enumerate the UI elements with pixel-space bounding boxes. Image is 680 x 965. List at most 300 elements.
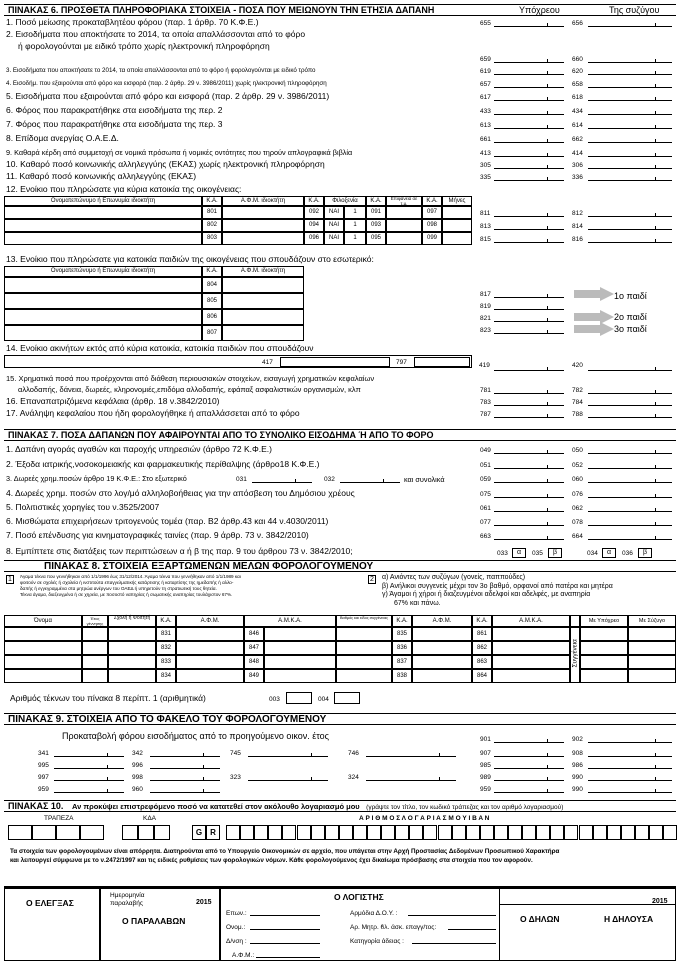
dependent-name-field[interactable] — [4, 627, 82, 641]
ka-code: 096 — [304, 232, 324, 245]
case-2-note — [382, 574, 613, 608]
relation-field[interactable] — [336, 641, 392, 655]
taxpayer-value-661[interactable] — [494, 135, 564, 143]
folder-value-989[interactable] — [494, 773, 564, 781]
taxpayer-value-787[interactable] — [494, 410, 564, 418]
ka-header: Κ.Α. — [156, 615, 176, 627]
spouse-value-062[interactable] — [588, 504, 672, 512]
rent-taxpayer-value[interactable] — [494, 209, 564, 217]
owner-afm-field[interactable] — [222, 219, 304, 232]
ka-header-2: Κ.Α. — [304, 196, 324, 206]
iban-digit-box[interactable] — [438, 825, 452, 840]
separator-tick — [655, 765, 656, 769]
prepayment-spouse-value[interactable] — [588, 735, 672, 743]
spouse-value-660[interactable] — [588, 55, 672, 63]
relative-afm-field[interactable] — [412, 627, 472, 641]
student-afm-header: Α.Φ.Μ. ιδιοκτήτη — [222, 266, 304, 277]
iban-digit-box[interactable] — [240, 825, 254, 840]
row-14-field-417[interactable] — [280, 357, 390, 367]
student-owner-afm-field[interactable] — [222, 325, 304, 341]
name-field[interactable] — [250, 922, 320, 930]
iban-digit-box[interactable] — [409, 825, 423, 840]
bank-code-box[interactable] — [138, 825, 154, 840]
spouse-value-618[interactable] — [588, 93, 672, 101]
separator-tick — [655, 125, 656, 129]
bank-name-box[interactable] — [56, 825, 80, 840]
separator-tick — [655, 777, 656, 781]
separator-tick — [655, 789, 656, 793]
doy-field[interactable] — [408, 908, 496, 916]
separator-tick — [203, 765, 204, 769]
taxpayer-value-075[interactable] — [494, 490, 564, 498]
iban-digit-box[interactable] — [607, 825, 621, 840]
spouse-value-614[interactable] — [588, 121, 672, 129]
iban-digit-box[interactable] — [649, 825, 663, 840]
table9-header — [4, 713, 676, 725]
row-label: 10. Καθαρό ποσό κοινωνικής αλληλεγγύης (ΕΚΑΣ) χωρίς ηλεκτρονική πληροφόρηση — [6, 159, 325, 169]
address-label: Δ/νση : — [226, 938, 247, 945]
folder-value-995[interactable] — [54, 761, 124, 769]
children-count-field-003[interactable] — [286, 692, 312, 704]
iban-digit-box[interactable] — [522, 825, 536, 840]
code: 306 — [572, 162, 583, 169]
surface-field[interactable] — [386, 232, 422, 245]
row-label: 1. Δαπάνη αγοράς αγαθών και παροχής υπηρεσιών (άρθρο 72 Κ.Φ.Ε.) — [6, 444, 273, 454]
iban-digit-box[interactable] — [325, 825, 339, 840]
folder-value-985[interactable] — [494, 761, 564, 769]
student-owner-afm-field[interactable] — [222, 277, 304, 293]
iban-digit-box[interactable] — [480, 825, 494, 840]
code: 414 — [572, 150, 583, 157]
student-owner-header: Ονοματεπώνυμο ή Επωνυμία ιδιοκτήτη — [4, 266, 202, 277]
dependent-amka-field[interactable] — [264, 641, 336, 655]
row-14-spouse-value[interactable] — [588, 363, 672, 371]
taxpayer-value-059[interactable] — [494, 475, 564, 483]
owner-afm-field[interactable] — [222, 232, 304, 245]
case-2-note-line: β) Ανήλικοι συγγενείς μέχρι τον 3ο βαθμό, ορφανοί από πατέρα και μητέρα — [382, 582, 613, 590]
ka-code: 837 — [392, 655, 412, 669]
spouse-value-060[interactable] — [588, 475, 672, 483]
iban-digit-box[interactable] — [353, 825, 367, 840]
iban-digit-box[interactable] — [339, 825, 353, 840]
row-label: 3. Δωρεές χρημ.ποσών άρθρο 19 Κ.Φ.Ε.: Στο εξωτερικό — [6, 474, 187, 483]
spouse-value-414[interactable] — [588, 149, 672, 157]
option-a-box[interactable]: α — [512, 548, 526, 558]
afm-header: Α.Φ.Μ. — [412, 615, 472, 627]
case-2-note-line: γ) Άγαμοι ή χήροι ή διαζευγμένοι αδελφοί και αδελφές, με αναπηρία — [382, 591, 591, 598]
option-b-box[interactable]: β — [548, 548, 562, 558]
spouse-value-620[interactable] — [588, 67, 672, 75]
row-label: 2. Έξοδα ιατρικής,νοσοκομειακής και φαρμακευτικής περίθαλψης (άρθρο18 Κ.Φ.Ε.) — [6, 459, 320, 469]
relative-afm-field[interactable] — [412, 669, 472, 683]
owner-name-field[interactable] — [4, 219, 202, 232]
iban-digit-box[interactable] — [621, 825, 635, 840]
iban-digit-box[interactable] — [282, 825, 296, 840]
iban-digit-box[interactable] — [423, 825, 437, 840]
dependent-school-field[interactable] — [108, 641, 156, 655]
student-owner-name-field[interactable] — [4, 277, 202, 293]
student-owner-afm-field[interactable] — [222, 309, 304, 325]
folder-value-959[interactable] — [494, 785, 564, 793]
code: 660 — [572, 56, 583, 63]
spouse-value-664[interactable] — [588, 532, 672, 540]
dependent-birth-year-field[interactable] — [82, 655, 108, 669]
with-spouse-field[interactable] — [628, 655, 676, 669]
code: 959 — [38, 786, 49, 793]
kda-label: ΚΔΑ — [143, 815, 157, 822]
iban-digit-box[interactable] — [508, 825, 522, 840]
student-rent-taxpayer-value[interactable] — [494, 326, 564, 334]
code: 341 — [38, 750, 49, 757]
hosting-yes-option[interactable]: ΝΑΙ — [324, 219, 344, 232]
dependent-birth-year-field[interactable] — [82, 641, 108, 655]
folder-value-960[interactable] — [150, 785, 220, 793]
doy-label: Αρμόδια Δ.Ο.Υ. : — [350, 910, 398, 917]
dependent-amka-field[interactable] — [264, 627, 336, 641]
folder-value-998[interactable] — [150, 773, 220, 781]
folder-value-990[interactable] — [588, 773, 672, 781]
separator-tick — [203, 753, 204, 757]
code: 036 — [622, 550, 633, 557]
taxpayer-value-663[interactable] — [494, 532, 564, 540]
bank-name-box[interactable] — [32, 825, 56, 840]
bank-name-box[interactable] — [8, 825, 32, 840]
afm-header: Α.Φ.Μ. ιδιοκτήτη — [222, 196, 304, 206]
folder-value-342[interactable] — [150, 749, 220, 757]
spouse-value-052[interactable] — [588, 461, 672, 469]
dependent-amka-field[interactable] — [264, 669, 336, 683]
taxpayer-value-657[interactable] — [494, 80, 564, 88]
student-owner-name-field[interactable] — [4, 293, 202, 309]
separator-tick — [655, 226, 656, 230]
afm-header: Α.Φ.Μ. — [176, 615, 244, 627]
row-14-taxpayer-value[interactable] — [494, 363, 564, 371]
dependent-amka-field[interactable] — [264, 655, 336, 669]
iban-digit-box[interactable] — [381, 825, 395, 840]
iban-country-r: R — [206, 825, 220, 840]
surname-field[interactable] — [250, 908, 320, 916]
with-taxpayer-field[interactable] — [580, 627, 628, 641]
prepayment-taxpayer-value[interactable] — [494, 735, 564, 743]
dependent-birth-year-field[interactable] — [82, 627, 108, 641]
separator-tick — [655, 402, 656, 406]
option-b-box[interactable]: β — [638, 548, 652, 558]
separator-tick — [547, 330, 548, 334]
table8-header — [4, 560, 676, 572]
separator-tick — [655, 479, 656, 483]
case-2-note-line: α) Ανιόντες των συζύγων (γονείς, παππούδες) — [382, 574, 526, 581]
rent-taxpayer-value[interactable] — [494, 235, 564, 243]
taxpayer-value-061[interactable] — [494, 504, 564, 512]
taxpayer-value-783[interactable] — [494, 398, 564, 406]
iban-digit-box[interactable] — [297, 825, 311, 840]
separator-tick — [107, 777, 108, 781]
spouse-value-050[interactable] — [588, 446, 672, 454]
hosting-value: 1 — [344, 219, 366, 232]
hosting-yes-option[interactable]: ΝΑΙ — [324, 206, 344, 219]
spouse-value-656[interactable] — [588, 19, 672, 27]
bank-code-box[interactable] — [122, 825, 138, 840]
receiver-label: Ο ΠΑΡΑΛΑΒΩΝ — [122, 916, 186, 926]
separator-tick — [547, 522, 548, 526]
separator-tick — [295, 479, 296, 483]
dependent-name-field[interactable] — [4, 641, 82, 655]
taxpayer-value-049[interactable] — [494, 446, 564, 454]
ka-code: 806 — [202, 309, 222, 325]
taxpayer-value-433[interactable] — [494, 107, 564, 115]
spouse-value-306[interactable] — [588, 161, 672, 169]
ka-code: 861 — [472, 627, 492, 641]
relative-amka-field[interactable] — [492, 641, 570, 655]
separator-tick — [547, 414, 548, 418]
code: 004 — [318, 696, 329, 703]
iban-digit-box[interactable] — [593, 825, 607, 840]
separator-tick — [547, 465, 548, 469]
student-rent-taxpayer-value[interactable] — [494, 302, 564, 310]
taxpayer-value-413[interactable] — [494, 149, 564, 157]
owner-name-field[interactable] — [4, 232, 202, 245]
separator-tick — [439, 777, 440, 781]
months-field[interactable] — [442, 219, 472, 232]
iban-digit-box[interactable] — [635, 825, 649, 840]
folder-value-996[interactable] — [150, 761, 220, 769]
separator-tick — [655, 450, 656, 454]
row-label: 4. Εισοδήμ. που εξαιρούνται από φόρο και εισφορά (παρ. 2 άρθρ. 29 ν. 3986/2011) χωρίς ηλεκτρονική πληροφόρηση — [6, 80, 327, 87]
surface-field[interactable] — [386, 206, 422, 219]
taxpayer-value-077[interactable] — [494, 518, 564, 526]
code: 781 — [480, 387, 491, 394]
rent-spouse-value[interactable] — [588, 209, 672, 217]
separator-tick — [547, 165, 548, 169]
iban-digit-box[interactable] — [466, 825, 480, 840]
taxpayer-value-781[interactable] — [494, 386, 564, 394]
iban-digit-box[interactable] — [254, 825, 268, 840]
declarant-label: Ο ΔΗΛΩΝ — [520, 914, 560, 924]
donation-total-value[interactable] — [340, 475, 400, 483]
dependent-name-field[interactable] — [4, 655, 82, 669]
taxpayer-value-617[interactable] — [494, 93, 564, 101]
code: 997 — [38, 774, 49, 781]
iban-digit-box[interactable] — [452, 825, 466, 840]
iban-digit-box[interactable] — [550, 825, 564, 840]
option-a-box[interactable]: α — [602, 548, 616, 558]
dependent-school-field[interactable] — [108, 655, 156, 669]
spouse-value-658[interactable] — [588, 80, 672, 88]
ka-code: 093 — [366, 219, 386, 232]
spouse-value-784[interactable] — [588, 398, 672, 406]
with-taxpayer-field[interactable] — [580, 655, 628, 669]
folder-value-959[interactable] — [54, 785, 124, 793]
folder-value-746[interactable] — [366, 749, 456, 757]
iban-digit-box[interactable] — [494, 825, 508, 840]
relation-field[interactable] — [336, 655, 392, 669]
row-label: ή φορολογούνται με ειδικό τρόπο χωρίς ηλεκτρονική πληροφόρηση — [18, 41, 270, 51]
spouse-value-076[interactable] — [588, 490, 672, 498]
row-r2b — [4, 41, 676, 53]
code: 050 — [572, 447, 583, 454]
dependent-birth-year-field[interactable] — [82, 669, 108, 683]
iban-digit-box[interactable] — [663, 825, 677, 840]
dependent-afm-field[interactable] — [176, 641, 244, 655]
folder-value-997[interactable] — [54, 773, 124, 781]
iban-digit-box[interactable] — [536, 825, 550, 840]
taxpayer-value-051[interactable] — [494, 461, 564, 469]
owner-afm-field[interactable] — [222, 206, 304, 219]
months-field[interactable] — [442, 232, 472, 245]
folder-value-341[interactable] — [54, 749, 124, 757]
row-label: 2. Εισοδήματα που αποκτήσατε το 2014, τα οποία απαλλάσσονται από το φόρο — [6, 29, 306, 39]
row-14 — [4, 343, 676, 355]
with-taxpayer-field[interactable] — [580, 669, 628, 683]
address-field[interactable] — [250, 936, 320, 944]
receipt-date-label — [110, 892, 144, 908]
with-spouse-field[interactable] — [628, 627, 676, 641]
with-taxpayer-field[interactable] — [580, 641, 628, 655]
case-1-note-line: φοιτούν σε σχολές ή σχολεία ή ινστιτούτα επαγγελματικής κατάρτισης ή καταρτίσης της ημεδαπής ή αλλο- — [20, 580, 234, 585]
col-spouse-label: Της συζύγου — [609, 5, 660, 15]
row-label: 7. Φόρος που παρακρατήθηκε στα εισοδήματα της περ. 3 — [6, 119, 223, 129]
spouse-value-434[interactable] — [588, 107, 672, 115]
spouse-value-782[interactable] — [588, 386, 672, 394]
code: 784 — [572, 399, 583, 406]
relative-amka-field[interactable] — [492, 669, 570, 683]
row-14-label: 14. Ενοίκιο ακινήτων εκτός από κύρια κατοικία, κατοικία παιδιών που σπουδάζουν — [6, 343, 314, 353]
child-3-label: 3ο παιδί — [614, 324, 647, 334]
dependent-afm-field[interactable] — [176, 655, 244, 669]
folder-value-907[interactable] — [494, 749, 564, 757]
dependent-afm-field[interactable] — [176, 627, 244, 641]
taxpayer-value-655[interactable] — [494, 19, 564, 27]
student-rent-taxpayer-value[interactable] — [494, 314, 564, 322]
code: 996 — [132, 762, 143, 769]
folder-value-990[interactable] — [588, 785, 672, 793]
code: 990 — [572, 774, 583, 781]
afm-field[interactable] — [256, 950, 320, 958]
spouse-value-336[interactable] — [588, 173, 672, 181]
dependent-name-field[interactable] — [4, 669, 82, 683]
table7-header — [4, 429, 676, 441]
separator-tick — [547, 777, 548, 781]
iban-digit-box[interactable] — [268, 825, 282, 840]
code: 419 — [479, 362, 490, 369]
donation-total-label: και συνολικά — [404, 475, 445, 484]
relation-field[interactable] — [336, 669, 392, 683]
taxpayer-value-619[interactable] — [494, 67, 564, 75]
separator-tick — [655, 465, 656, 469]
iban-digit-box[interactable] — [564, 825, 578, 840]
student-owner-afm-field[interactable] — [222, 293, 304, 309]
code: 664 — [572, 533, 583, 540]
bank-name-box[interactable] — [80, 825, 104, 840]
iban-digit-box[interactable] — [367, 825, 381, 840]
surface-field[interactable] — [386, 219, 422, 232]
taxpayer-value-305[interactable] — [494, 161, 564, 169]
code: 657 — [480, 81, 491, 88]
owner-name-field[interactable] — [4, 206, 202, 219]
rent-spouse-value[interactable] — [588, 235, 672, 243]
taxpayer-value-335[interactable] — [494, 173, 564, 181]
folder-value-324[interactable] — [366, 773, 456, 781]
rent-taxpayer-value[interactable] — [494, 222, 564, 230]
code: 003 — [269, 696, 280, 703]
folder-value-745[interactable] — [248, 749, 328, 757]
months-field[interactable] — [442, 206, 472, 219]
registry-field[interactable] — [448, 922, 496, 930]
code: 032 — [324, 476, 335, 483]
row-label: 11. Καθαρό ποσό κοινωνικής αλληλεγγύης (ΕΚΑΣ) — [6, 171, 197, 181]
iban-digit-box[interactable] — [395, 825, 409, 840]
row-14-field-797[interactable] — [414, 357, 470, 367]
dependent-school-field[interactable] — [108, 627, 156, 641]
separator-tick — [655, 390, 656, 394]
with-spouse-field[interactable] — [628, 641, 676, 655]
with-spouse-field[interactable] — [628, 669, 676, 683]
children-count-field-004[interactable] — [334, 692, 360, 704]
iban-label: Α Ρ Ι Θ Μ Ο Σ Λ Ο Γ Α Ρ Ι Α Σ Μ Ο Υ I B A N — [359, 815, 490, 822]
code: 434 — [572, 108, 583, 115]
iban-country-g: G — [192, 825, 206, 840]
relation-header: Βαθμός και είδος συγγένειας — [336, 615, 392, 627]
separator-tick — [547, 536, 548, 540]
dependent-afm-field[interactable] — [176, 669, 244, 683]
relative-afm-field[interactable] — [412, 641, 472, 655]
student-rent-taxpayer-value[interactable] — [494, 290, 564, 298]
folder-value-908[interactable] — [588, 749, 672, 757]
dependent-school-field[interactable] — [108, 669, 156, 683]
relative-afm-field[interactable] — [412, 655, 472, 669]
with-taxpayer-header: Με Υπόχρεο — [580, 615, 628, 627]
case-1-note — [20, 574, 241, 598]
separator-tick — [655, 239, 656, 243]
license-category-field[interactable] — [412, 936, 496, 944]
spouse-value-788[interactable] — [588, 410, 672, 418]
table9-title: ΠΙΝΑΚΑΣ 9. ΣΤΟΙΧΕΙΑ ΑΠΟ ΤΟ ΦΑΚΕΛΟ ΤΟΥ ΦΟΡΟΛΟΓΟΥΜΕΝΟΥ — [8, 714, 327, 725]
code: 433 — [480, 108, 491, 115]
folder-value-986[interactable] — [588, 761, 672, 769]
relative-amka-field[interactable] — [492, 627, 570, 641]
relation-field[interactable] — [336, 627, 392, 641]
row-label: 7. Ποσό επένδυσης για κινηματογραφικές ταινίες (παρ. 9 άρθρ. 73 ν. 3842/2010) — [6, 530, 309, 540]
spouse-value-078[interactable] — [588, 518, 672, 526]
student-owner-name-field[interactable] — [4, 309, 202, 325]
separator-tick — [547, 739, 548, 743]
taxpayer-value-659[interactable] — [494, 55, 564, 63]
code: 062 — [572, 505, 583, 512]
case-1-note-line: Άγαμα τέκνα που γεννήθηκαν από 1/1/1996 έως 31/12/2014. Άγαμα τέκνα που γεννήθηκαν από 1/1/1989 και — [20, 574, 241, 579]
code: 816 — [572, 236, 583, 243]
code: 078 — [572, 519, 583, 526]
folder-value-323[interactable] — [248, 773, 328, 781]
iban-digit-box[interactable] — [226, 825, 240, 840]
taxpayer-value-613[interactable] — [494, 121, 564, 129]
table10-header — [4, 800, 676, 812]
bank-label: ΤΡΑΠΕΖΑ — [44, 815, 74, 822]
code: 823 — [480, 327, 491, 334]
rent-spouse-value[interactable] — [588, 222, 672, 230]
separator-tick — [655, 536, 656, 540]
iban-digit-box[interactable] — [311, 825, 325, 840]
hosting-yes-option[interactable]: ΝΑΙ — [324, 232, 344, 245]
iban-digit-box[interactable] — [579, 825, 593, 840]
separator-tick — [383, 479, 384, 483]
bank-code-box[interactable] — [154, 825, 170, 840]
donation-abroad-value[interactable] — [252, 475, 312, 483]
ka-code: 805 — [202, 293, 222, 309]
spouse-value-662[interactable] — [588, 135, 672, 143]
student-owner-name-field[interactable] — [4, 325, 202, 341]
separator-tick — [655, 71, 656, 75]
relative-amka-field[interactable] — [492, 655, 570, 669]
